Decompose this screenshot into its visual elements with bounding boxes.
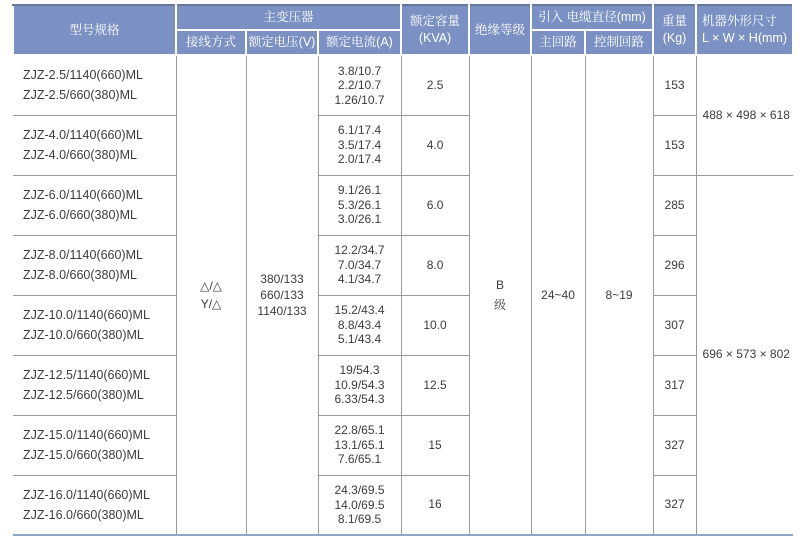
model-cell xyxy=(13,475,176,535)
current-line: 8.8/43.4 xyxy=(337,317,382,332)
model-line: ZJZ-4.0/660(380)ML xyxy=(23,148,137,162)
capacity-cell: 12.5 xyxy=(401,355,469,415)
table-row-7 xyxy=(13,415,793,475)
model-line: ZJZ-6.0/1140(660)ML xyxy=(23,188,143,202)
current-line: 3.0/26.1 xyxy=(337,212,382,227)
capacity-cell: 4.0 xyxy=(401,115,469,175)
header-main-circuit: 主回路 xyxy=(531,30,585,55)
voltage-line: 660/133 xyxy=(260,288,304,302)
current-line: 8.1/69.5 xyxy=(337,512,382,526)
model-line: ZJZ-2.5/1140(660)ML xyxy=(23,68,143,83)
header-insulation: 绝缘等级 xyxy=(469,5,531,55)
current-line: 5.1/43.4 xyxy=(337,332,382,347)
weight-cell: 285 xyxy=(653,175,696,235)
dimensions-cell: 696 × 573 × 802 xyxy=(696,175,793,535)
capacity-cell: 15 xyxy=(401,415,469,475)
model-line: ZJZ-15.0/1140(660)ML xyxy=(23,428,150,442)
weight-cell: 327 xyxy=(653,415,696,475)
rated-current-cell xyxy=(318,55,401,115)
table-row-6 xyxy=(13,355,793,415)
capacity-cell: 2.5 xyxy=(401,55,469,115)
voltage-line: 1140/133 xyxy=(257,304,307,318)
header-row-1 xyxy=(13,5,793,30)
main-circuit-cell: 24~40 xyxy=(531,55,585,535)
current-line: 13.1/65.1 xyxy=(334,437,385,452)
model-line: ZJZ-8.0/660(380)ML xyxy=(23,268,137,282)
header-weight xyxy=(653,5,696,55)
current-line: 2.0/17.4 xyxy=(337,152,382,167)
current-line: 24.3/69.5 xyxy=(334,483,385,497)
current-line: 5.3/26.1 xyxy=(337,197,382,212)
header-rated-capacity xyxy=(401,5,469,55)
wiring-line: Y/△ xyxy=(200,297,222,311)
model-line: ZJZ-6.0/660(380)ML xyxy=(23,208,137,222)
table-row-4 xyxy=(13,235,793,295)
current-line: 3.8/10.7 xyxy=(337,63,382,78)
model-cell xyxy=(13,295,176,355)
model-cell xyxy=(13,235,176,295)
current-line: 2.2/10.7 xyxy=(337,78,382,92)
header-weight-line1: 重量 xyxy=(662,14,688,29)
current-line: 7.6/65.1 xyxy=(337,452,382,467)
model-line: ZJZ-16.0/1140(660)ML xyxy=(23,487,150,502)
header-dimensions xyxy=(696,5,793,55)
header-model: 型号规格 xyxy=(13,5,176,55)
model-cell xyxy=(13,415,176,475)
dimensions-cell: 488 × 498 × 618 xyxy=(696,55,793,175)
model-line: ZJZ-10.0/660(380)ML xyxy=(23,328,144,342)
table-row-8 xyxy=(13,475,793,535)
capacity-cell: 8.0 xyxy=(401,235,469,295)
current-line: 10.9/54.3 xyxy=(334,377,385,392)
rated-current-cell xyxy=(318,175,401,235)
weight-cell: 296 xyxy=(653,235,696,295)
model-line: ZJZ-2.5/660(380)ML xyxy=(23,88,137,103)
current-line: 1.26/10.7 xyxy=(334,92,385,107)
control-circuit-cell: 8~19 xyxy=(585,55,653,535)
current-line: 15.2/43.4 xyxy=(334,303,385,318)
model-line: ZJZ-10.0/1140(660)ML xyxy=(23,308,150,322)
transformer-spec-table xyxy=(12,4,794,536)
header-cable-diameter: 引入 电缆直径(mm) xyxy=(531,5,653,30)
insulation-line: B xyxy=(496,278,505,292)
table-row-2 xyxy=(13,115,793,175)
header-rated-voltage: 额定电压(V) xyxy=(246,30,318,55)
current-line: 6.1/17.4 xyxy=(337,123,382,138)
rated-current-cell xyxy=(318,235,401,295)
voltage-line: 380/133 xyxy=(260,272,304,286)
weight-cell: 317 xyxy=(653,355,696,415)
model-line: ZJZ-4.0/1140(660)ML xyxy=(23,128,143,142)
model-cell xyxy=(13,175,176,235)
header-rated-capacity-line1: 额定容量 xyxy=(410,14,461,29)
model-line: ZJZ-12.5/1140(660)ML xyxy=(23,368,150,382)
rated-current-cell xyxy=(318,415,401,475)
header-wiring: 接线方式 xyxy=(176,30,246,55)
rated-current-cell xyxy=(318,355,401,415)
model-line: ZJZ-16.0/660(380)ML xyxy=(23,507,144,522)
current-line: 19/54.3 xyxy=(339,363,380,378)
header-main-transformer: 主变压器 xyxy=(176,5,401,30)
current-line: 14.0/69.5 xyxy=(334,497,385,512)
table-row-5 xyxy=(13,295,793,355)
rated-current-cell xyxy=(318,475,401,535)
capacity-cell: 16 xyxy=(401,475,469,535)
insulation-line: 级 xyxy=(494,298,507,312)
table-row-3 xyxy=(13,175,793,235)
current-line: 7.0/34.7 xyxy=(337,257,382,272)
wiring-cell xyxy=(176,55,246,535)
model-line: ZJZ-15.0/660(380)ML xyxy=(23,448,144,462)
header-weight-line2: (Kg) xyxy=(662,31,687,45)
header-dimensions-line2: L × W × H(mm) xyxy=(702,31,787,45)
rated-current-cell xyxy=(318,295,401,355)
table-header xyxy=(13,5,793,55)
capacity-cell: 6.0 xyxy=(401,175,469,235)
header-rated-capacity-line2: (KVA) xyxy=(418,31,452,45)
model-cell xyxy=(13,115,176,175)
header-dimensions-line1: 机器外形尺寸 xyxy=(702,14,778,29)
insulation-cell xyxy=(469,55,531,535)
rated-current-cell xyxy=(318,115,401,175)
current-line: 4.1/34.7 xyxy=(337,272,382,287)
weight-cell: 327 xyxy=(653,475,696,535)
current-line: 22.8/65.1 xyxy=(334,423,385,438)
model-cell xyxy=(13,355,176,415)
table-row-1 xyxy=(13,55,793,115)
rated-voltage-cell xyxy=(246,55,318,535)
current-line: 3.5/17.4 xyxy=(337,137,382,152)
header-rated-current: 额定电流(A) xyxy=(318,30,401,55)
capacity-cell: 10.0 xyxy=(401,295,469,355)
model-line: ZJZ-12.5/660(380)ML xyxy=(23,388,144,402)
current-line: 6.33/54.3 xyxy=(334,392,385,407)
current-line: 9.1/26.1 xyxy=(337,183,382,198)
weight-cell: 153 xyxy=(653,55,696,115)
weight-cell: 153 xyxy=(653,115,696,175)
current-line: 12.2/34.7 xyxy=(334,243,385,258)
model-line: ZJZ-8.0/1140(660)ML xyxy=(23,248,143,262)
table-body xyxy=(13,55,793,535)
header-control-circuit: 控制回路 xyxy=(585,30,653,55)
weight-cell: 307 xyxy=(653,295,696,355)
wiring-line: △/△ xyxy=(200,279,222,293)
model-cell xyxy=(13,55,176,115)
